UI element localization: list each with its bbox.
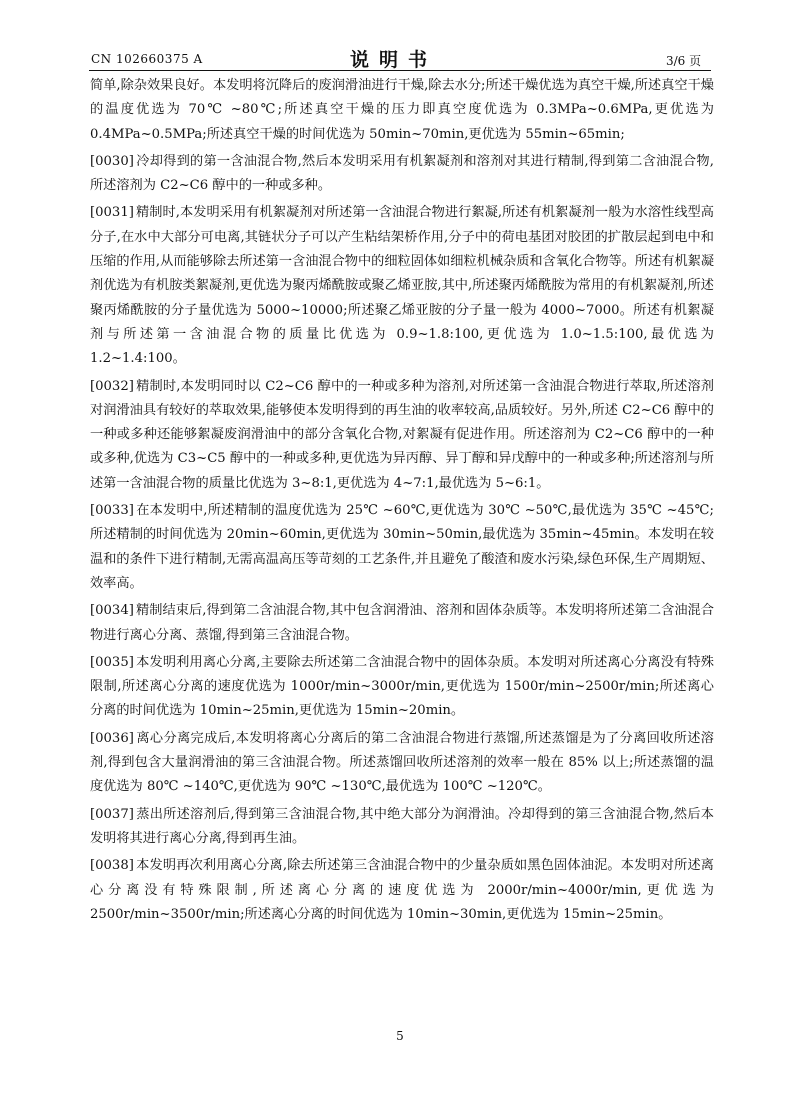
- document-title: 说明书: [350, 49, 438, 71]
- paragraph: [90, 150, 714, 199]
- paragraph-text: 本发明利用离心分离,主要除去所述第二含油混合物中的固体杂质。本发明对所述离心分离没有特殊限制,所述离心分离的速度优选为 1000r/min~3000r/min,更优选为 1500r/min~2500r/min;所述离心分离的时间优选为 10min~25min,更优选为 15min~20min。: [90, 654, 714, 719]
- paragraph-text: 精制结束后,得到第二含油混合物,其中包含润滑油、溶剂和固体杂质等。本发明将所述第二含油混合物进行离心分离、蒸馏,得到第三含油混合物。: [90, 603, 714, 643]
- paragraph-number: [0034]: [90, 603, 134, 619]
- paragraph-number: [0035]: [90, 654, 134, 670]
- header-rule: [89, 70, 711, 71]
- page-number: 5: [396, 1029, 404, 1043]
- document-body: [90, 74, 714, 930]
- paragraph-text: 本发明再次利用离心分离,除去所述第三含油混合物中的少量杂质如黑色固体油泥。本发明对所述离心分离没有特殊限制,所述离心分离的速度优选为 2000r/min~4000r/min,更优选为 2500r/min~3500r/min;所述离心分离的时间优选为 10min~30min,更优选为 15min~25min。: [90, 858, 714, 922]
- paragraph-number: [0032]: [90, 378, 134, 394]
- paragraph: [90, 651, 714, 724]
- paragraph: [90, 803, 714, 852]
- paragraph-number: [0037]: [90, 806, 134, 822]
- paragraph: [90, 727, 714, 800]
- paragraph-number: [0038]: [90, 858, 134, 874]
- paragraph-text: 蒸出所述溶剂后,得到第三含油混合物,其中绝大部分为润滑油。冷却得到的第三含油混合物,然后本发明将其进行离心分离,得到再生油。: [90, 806, 714, 846]
- paragraph: [90, 854, 714, 927]
- paragraph: [90, 375, 714, 496]
- paragraph-number: [0033]: [90, 503, 134, 519]
- paragraph-number: [0036]: [90, 730, 134, 746]
- continued-paragraph: 简单,除杂效果良好。本发明将沉降后的废润滑油进行干燥,除去水分;所述干燥优选为真空干燥,所述真空干燥的温度优选为 70℃ ~80℃;所述真空干燥的压力即真空度优选为 0.3MPa~0.6MPa,更优选为 0.4MPa~0.5MPa;所述真空干燥的时间优选为 50min~70min,更优选为 55min~65min;: [90, 78, 714, 142]
- page-indicator: 3/6 页: [666, 54, 702, 68]
- paragraph: [90, 499, 714, 596]
- publication-number: CN 102660375 A: [91, 52, 203, 66]
- paragraph-text: 冷却得到的第一含油混合物,然后本发明采用有机絮凝剂和溶剂对其进行精制,得到第二含油混合物,所述溶剂为 C2~C6 醇中的一种或多种。: [90, 153, 714, 194]
- paragraph-text: 在本发明中,所述精制的温度优选为 25℃ ~60℃,更优选为 30℃ ~50℃,最优选为 35℃ ~45℃;所述精制的时间优选为 20min~60min,更优选为 30min~50min,最优选为 35min~45min。本发明在较温和的条件下进行精制,无需高温高压等苛刻的工艺条件,并且避免了酸渣和废水污染,绿色环保,生产周期短、效率高。: [90, 503, 714, 591]
- paragraph: [90, 599, 714, 648]
- paragraph-text: 精制时,本发明采用有机絮凝剂对所述第一含油混合物进行絮凝,所述有机絮凝剂一般为水溶性线型高分子,在水中大部分可电离,其链状分子可以产生粘结架桥作用,分子中的荷电基团对胶团的扩散层起到电中和压缩的作用,从而能够除去所述第一含油混合物中的细粒固体如细粒机械杂质和含氧化合物等。所述有机絮凝剂优选为有机胺类絮凝剂,更优选为聚丙烯酰胺或聚乙烯亚胺,其中,所述聚丙烯酰胺为常用的有机絮凝剂,所述聚丙烯酰胺的分子量优选为 5000~10000;所述聚乙烯亚胺的分子量一般为 4000~7000。所述有机絮凝剂与所述第一含油混合物的质量比优选为 0.9~1.8:100,更优选为 1.0~1.5:100,最优选为 1.2~1.4:100。: [90, 205, 715, 367]
- paragraph: [90, 201, 714, 371]
- paragraph-text: 精制时,本发明同时以 C2~C6 醇中的一种或多种为溶剂,对所述第一含油混合物进行萃取,所述溶剂对润滑油具有较好的萃取效果,能够使本发明得到的再生油的收率较高,品质较好。另外,所述 C2~C6 醇中的一种或多种还能够絮凝废润滑油中的部分含氧化合物,对絮凝有促进作用。所述溶剂为 C2~C6 醇中的一种或多种,优选为 C3~C5 醇中的一种或多种,更优选为异丙醇、异丁醇和异戊醇中的一种或多种;所述溶剂与所述第一含油混合物的质量比优选为 3~8:1,更优选为 4~7:1,最优选为 5~6:1。: [90, 378, 714, 491]
- paragraph-text: 离心分离完成后,本发明将离心分离后的第二含油混合物进行蒸馏,所述蒸馏是为了分离回收所述溶剂,得到包含大量润滑油的第三含油混合物。所述蒸馏回收所述溶剂的效率一般在 85% 以上;所述蒸馏的温度优选为 80℃ ~140℃,更优选为 90℃ ~130℃,最优选为 100℃ ~120℃。: [90, 730, 714, 795]
- paragraph-number: [0030]: [90, 153, 134, 169]
- paragraph-number: [0031]: [90, 205, 134, 221]
- paragraph-list: [90, 150, 714, 927]
